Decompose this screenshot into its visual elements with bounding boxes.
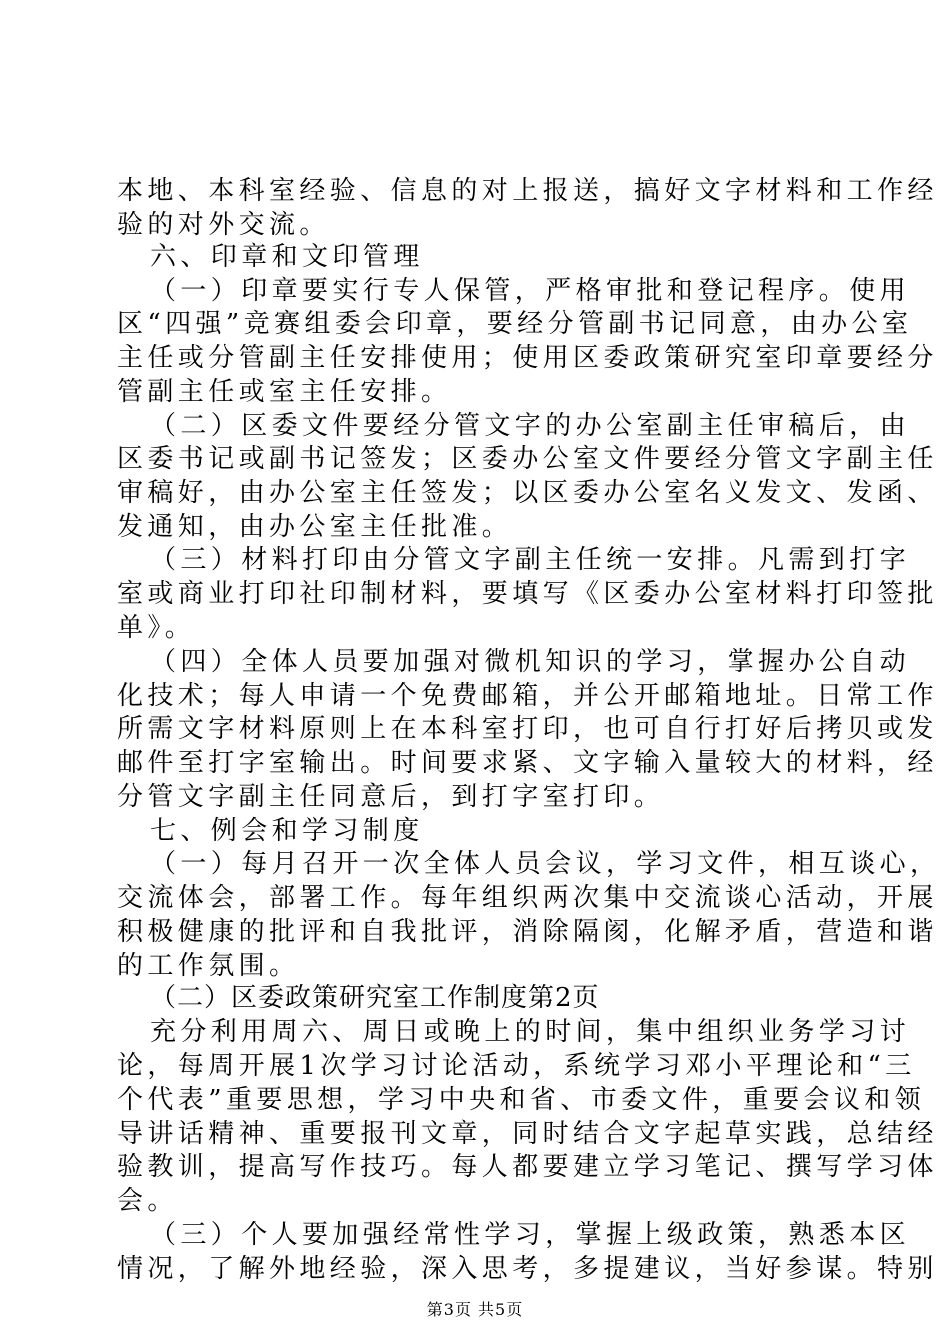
body-line: 主任或分管副主任安排使用；使用区委政策研究室印章要经分	[117, 343, 938, 373]
paragraph-start: （一）每月召开一次全体人员会议，学习文件，相互谈心，	[150, 849, 941, 879]
body-line: 验的对外交流。	[117, 210, 330, 240]
body-line: 室或商业打印社印制材料，要填写《区委办公室材料打印签批	[117, 579, 938, 609]
body-line: 分管文字副主任同意后，到打字室打印。	[117, 782, 665, 812]
body-line: 验教训，提高写作技巧。每人都要建立学习笔记、撰写学习体	[117, 1152, 938, 1182]
body-line: 的工作氛围。	[117, 951, 300, 981]
body-line: 本地、本科室经验、信息的对上报送，搞好文字材料和工作经	[117, 176, 938, 206]
body-line: 所需文字材料原则上在本科室打印，也可自行打好后拷贝或发	[117, 714, 938, 744]
body-line: 区委书记或副书记签发；区委办公室文件要经分管文字副主任	[117, 444, 938, 474]
page-marker-line: （二）区委政策研究室工作制度第2页	[150, 983, 600, 1013]
body-line: 单》。	[117, 613, 196, 643]
body-line: 审稿好，由办公室主任签发；以区委办公室名义发文、发函、	[117, 478, 938, 508]
body-line: 交流体会，部署工作。每年组织两次集中交流谈心活动，开展	[117, 883, 938, 913]
body-line: 发通知，由办公室主任批准。	[117, 512, 513, 542]
body-line: 会。	[117, 1186, 178, 1216]
body-line: 导讲话精神、重要报刊文章，同时结合文字起草实践，总结经	[117, 1119, 938, 1149]
paragraph-start: （四）全体人员要加强对微机知识的学习，掌握办公自动	[150, 647, 911, 677]
body-line: 论，每周开展1次学习讨论活动，系统学习邓小平理论和“三	[117, 1051, 916, 1081]
body-line: 个代表”重要思想，学习中央和省、市委文件，重要会议和领	[117, 1085, 926, 1115]
body-line: 化技术；每人申请一个免费邮箱，并公开邮箱地址。日常工作	[117, 681, 938, 711]
body-line: 积极健康的批评和自我批评，消除隔阂，化解矛盾，营造和谐	[117, 917, 938, 947]
body-line: 管副主任或室主任安排。	[117, 377, 452, 407]
paragraph-start: （二）区委文件要经分管文字的办公室副主任审稿后，由	[150, 411, 911, 441]
paragraph-start: 充分利用周六、周日或晚上的时间，集中组织业务学习讨	[150, 1017, 911, 1047]
paragraph-start: （一）印章要实行专人保管，严格审批和登记程序。使用	[150, 276, 911, 306]
section-heading: 六、印章和文印管理	[150, 242, 424, 272]
section-heading: 七、例会和学习制度	[150, 816, 424, 846]
paragraph-start: （三）个人要加强经常性学习，掌握上级政策，熟悉本区	[150, 1220, 911, 1250]
paragraph-start: （三）材料打印由分管文字副主任统一安排。凡需到打字	[150, 545, 911, 575]
body-line: 情况，了解外地经验，深入思考，多提建议，当好参谋。特别	[117, 1254, 938, 1284]
body-line: 邮件至打字室输出。时间要求紧、文字输入量较大的材料，经	[117, 748, 938, 778]
page-footer: 第3页 共5页	[426, 1300, 524, 1319]
body-line: 区“四强”竞赛组委会印章，要经分管副书记同意，由办公室	[117, 309, 913, 339]
